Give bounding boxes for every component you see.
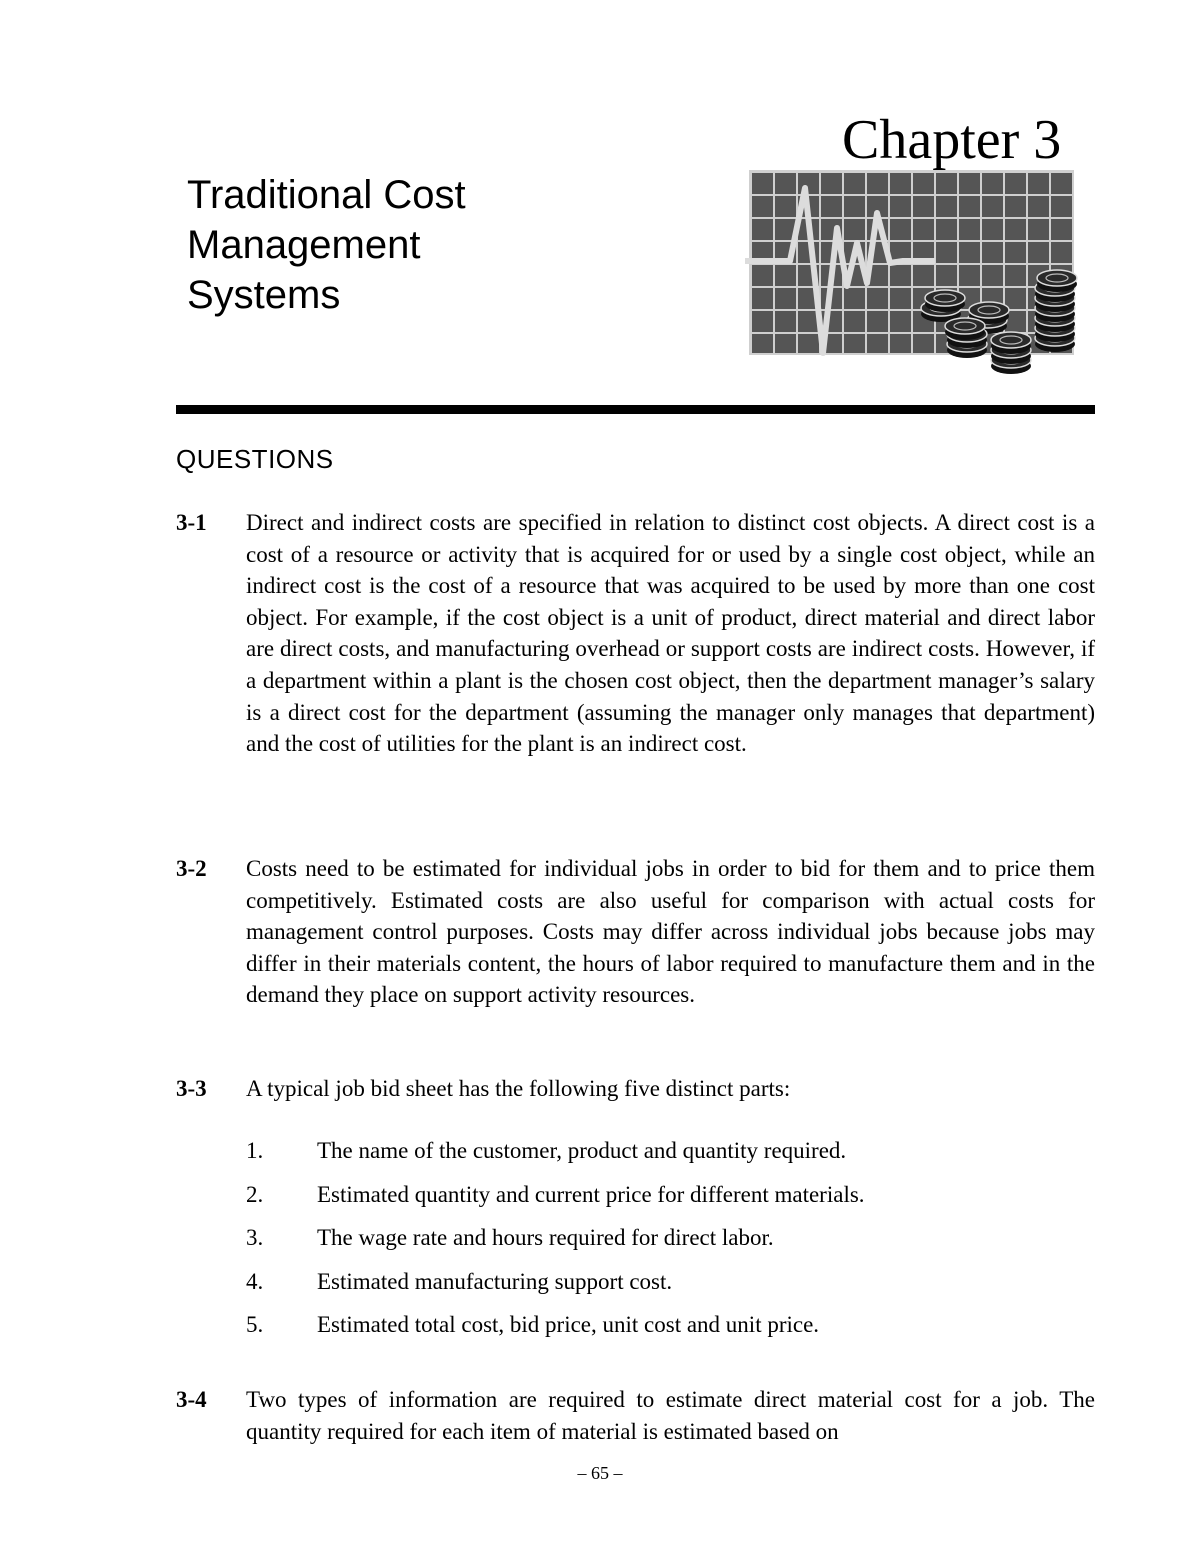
page-number: – 65 – — [577, 1463, 623, 1483]
chapter-title-line-3: Systems — [187, 273, 341, 317]
question-3-3 — [176, 1073, 1095, 1105]
question-text: A typical job bid sheet has the following five distinct parts: — [246, 1076, 791, 1101]
chapter-title — [187, 170, 466, 320]
list-item — [246, 1136, 1095, 1180]
list-item — [246, 1267, 1095, 1311]
section-heading: QUESTIONS — [176, 444, 334, 474]
list-item-text: Estimated manufacturing support cost. — [317, 1268, 673, 1294]
list-item-text: Estimated total cost, bid price, unit cost and unit price. — [317, 1312, 820, 1338]
question-number: 3-3 — [176, 1076, 207, 1101]
question-text: Costs need to be estimated for individual jobs in order to bid for them and to price them competitively. Estimated costs are also useful for comparison with actual costs for management control purposes. Costs may differ across individual jobs because jobs may differ in their materials content, the hours of labor required to manufacture them and in the demand they place on support activity resources. — [246, 856, 1095, 1008]
chapter-title-line-2: Management — [187, 223, 421, 267]
heartbeat-coins-icon — [745, 168, 1085, 384]
list-marker: 4. — [246, 1268, 264, 1294]
question-number: 3-4 — [176, 1387, 207, 1412]
bid-sheet-parts-list — [246, 1136, 1095, 1354]
list-marker: 1. — [246, 1138, 264, 1163]
question-3-1 — [176, 507, 1095, 760]
list-marker: 3. — [246, 1225, 264, 1251]
question-number: 3-2 — [176, 856, 207, 881]
list-item-text: The name of the customer, product and quantity required. — [317, 1138, 847, 1163]
question-3-4 — [176, 1384, 1095, 1447]
question-text: Two types of information are required to estimate direct material cost for a job. The quantity required for each item of material is estimated based on — [246, 1387, 1095, 1444]
question-text: Direct and indirect costs are specified in relation to distinct cost objects. A direct cost is a cost of a resource or activity that is acquired for or used by a single cost object, while an indirect cost is the cost of a resource that was acquired to be used by more than one cost object. For example, if the cost object is a unit of product, direct material and direct labor are direct costs, and manufacturing overhead or support costs are indirect costs. However, if a department within a plant is the chosen cost object, then the department manager’s salary is a direct cost for the department (assuming the manager only manages that department) and the cost of utilities for the plant is an indirect cost. — [246, 510, 1095, 757]
list-item — [246, 1223, 1095, 1267]
list-item-text: The wage rate and hours required for direct labor. — [317, 1225, 774, 1251]
list-item — [246, 1310, 1095, 1354]
list-marker: 2. — [246, 1181, 264, 1207]
question-3-2 — [176, 853, 1095, 1011]
list-marker: 5. — [246, 1312, 264, 1338]
question-number: 3-1 — [176, 510, 207, 535]
list-item-text: Estimated quantity and current price for different materials. — [317, 1181, 865, 1207]
chapter-title-line-1: Traditional Cost — [187, 173, 466, 217]
chapter-label: Chapter 3 — [842, 109, 1062, 171]
list-item — [246, 1180, 1095, 1224]
title-divider — [176, 405, 1095, 414]
